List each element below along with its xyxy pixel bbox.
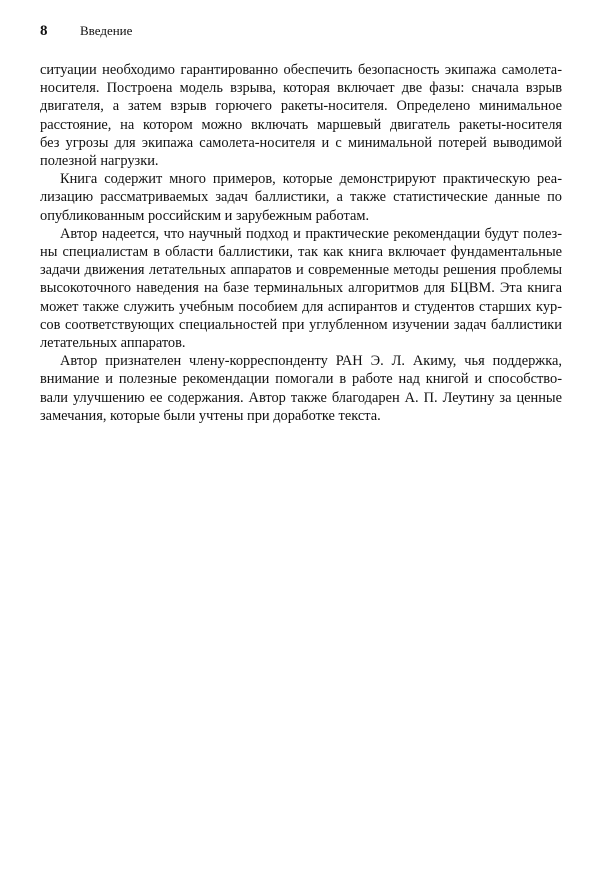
running-head [40,22,132,41]
text-line: без угрозы для экипажа самолета-носителя и с минимальной потерей выводимой [40,134,562,151]
text-line: Автор надеется, что научный подход и практические рекомендации будут полез- [60,225,562,242]
text-line: задачи движения летательных аппаратов и современные методы решения проблемы [40,262,562,279]
chapter-title: Введение [80,23,133,38]
text-line: Книга содержит много примеров, которые демонстрируют практическую реа- [60,171,562,188]
text-line: высокоточного наведения на базе терминальных алгоритмов для БЦВМ. Эта книга [40,280,562,297]
text-line: опубликованным российским и зарубежным работам. [40,207,370,224]
text-line: вали улучшению ее содержания. Автор также благодарен А. П. Леутину за ценные [40,389,562,406]
text-line: внимание и полезные рекомендации помогали в работе над книгой и способство- [40,371,562,388]
text-line: двигателя, а затем взрыв горючего ракеты-носителя. Определено минимальное [40,98,562,115]
text-line: Автор признателен члену-корреспонденту РАН Э. Л. Акиму, чья поддержка, [60,353,562,370]
text-line: замечания, которые были учтены при доработке текста. [40,407,381,424]
paragraph [40,170,562,225]
text-line: ситуации необходимо гарантированно обеспечить безопасность экипажа самолета- [40,62,562,78]
text-line: лизацию рассматриваемых задач баллистики, а также статистические данные по [40,189,562,206]
text-line: летательных аппаратов. [40,335,186,352]
paragraph [40,352,562,425]
text-line: сов соответствующих специальностей при углубленном изучении задач баллистики [40,316,562,333]
paragraph [40,225,562,352]
text-line: носителя. Построена модель взрыва, которая включает две фазы: сначала взрыв [40,80,562,97]
text-line: может также служить учебным пособием для аспирантов и студентов старших кур- [40,298,562,315]
text-line: полезной нагрузки. [40,153,159,170]
text-line: расстояние, на котором можно включать маршевый двигатель ракеты-носителя [40,116,562,133]
page-number: 8 [40,23,48,39]
paragraph [40,61,562,170]
text-line: ны специалистам в области баллистики, так как книга включает фундаментальные [40,244,562,261]
body-text [40,61,562,425]
